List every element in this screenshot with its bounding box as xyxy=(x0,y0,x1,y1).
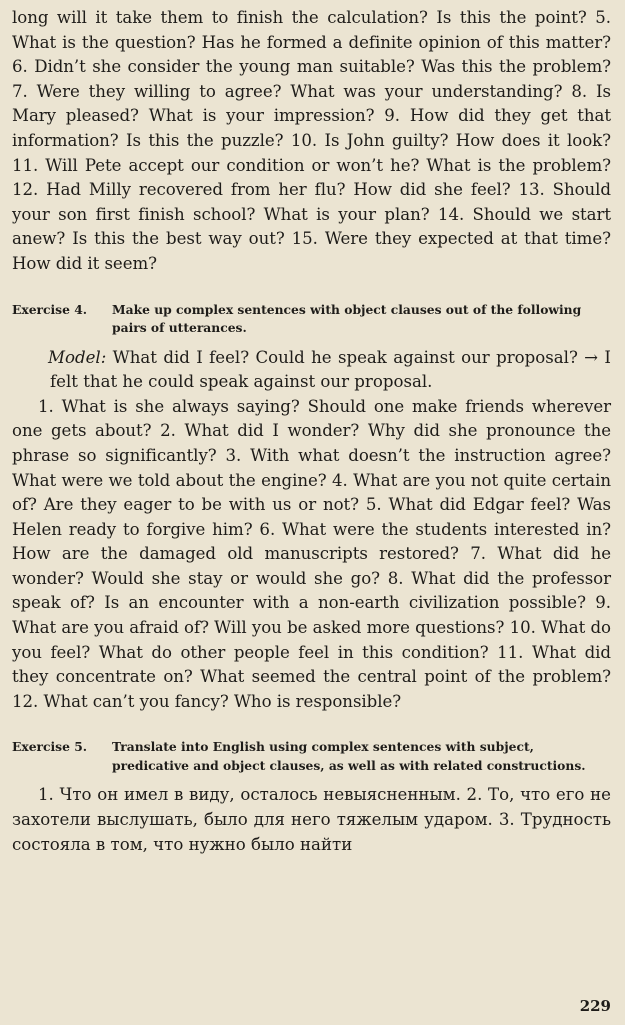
exercise-5-heading xyxy=(12,738,611,775)
exercise-5-body: 1. Что он имел в виду, осталось невыясненным. 2. То, что его не захотели выслушать, было для него тяжелым ударом. 3. Трудность состояла в том, что нужно было найти xyxy=(12,785,611,854)
exercise-4-heading xyxy=(12,301,611,338)
model-example xyxy=(12,346,611,395)
paragraph-continued: long will it take them to finish the calculation? Is this the point? 5. What is the question? Has he formed a definite opinion of this matter? 6. Didn’t she consider the young man suitable? Was this the problem? 7. Were they willing to agree? What was your understanding? 8. Is Mary pleased? What is your impression? 9. How did they get that information? Is this the puzzle? 10. Is John guilty? How does it look? 11. Will Pete accept our condition or won’t he? What is the problem? 12. Had Milly recovered from her flu? How did she feel? 13. Should your son first finish school? What is your plan? 14. Should we start anew? Is this the best way out? 15. Were they expected at that time? How did it seem? xyxy=(12,8,611,273)
exercise-5-label: Exercise 5. xyxy=(12,739,88,755)
exercise-4-instruction: Make up complex sentences with object clauses out of the following pairs of utterances. xyxy=(112,301,582,336)
page-number: 229 xyxy=(579,997,611,1015)
exercise-4-body: 1. What is she always saying? Should one make friends wherever one gets about? 2. What did I wonder? Why did she pronounce the phrase so significantly? 3. With what doesn’t the instruction agree? What were we told about the engine? 4. What are you not quite certain of? Are they eager to be with us or not? 5. What did Edgar feel? Was Helen ready to forgive him? 6. What were the students interested in? How are the damaged old manuscripts restored? 7. What did he wonder? Would she stay or would she go? 8. What did the professor speak of? Is an encounter with a non-earth civilization possible? 9. What are you afraid of? Will you be asked more questions? 10. What do you feel? What do other people feel in this condition? 11. What did they concentrate on? What seemed the central point of the problem? 12. What can’t you fancy? Who is responsible? xyxy=(12,396,611,711)
exercise-5-instruction: Translate into English using complex sentences with subject, predicative and object clauses, as well as with related constructions. xyxy=(112,739,586,773)
model-text: What did I feel? Could he speak against our proposal? → I felt that he could speak against our proposal. xyxy=(50,347,611,392)
model-label: Model: xyxy=(48,347,107,367)
exercise-4-label: Exercise 4. xyxy=(12,301,88,317)
